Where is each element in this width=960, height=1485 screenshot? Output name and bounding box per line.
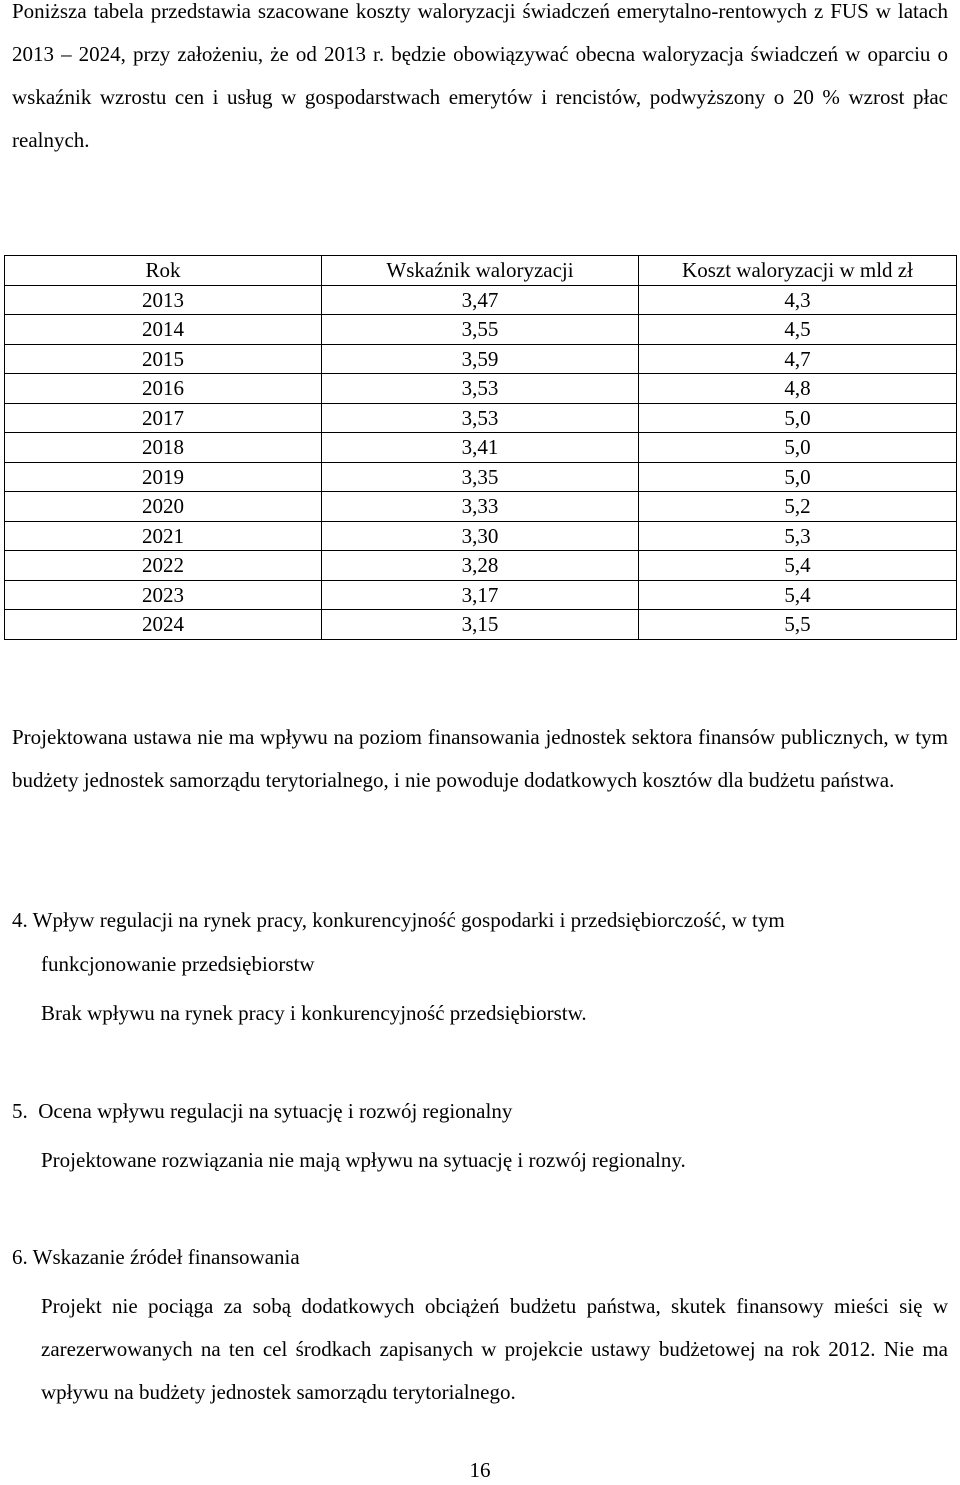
cell-cost: 4,8 xyxy=(639,374,957,404)
cell-index: 3,55 xyxy=(322,315,639,345)
cell-index: 3,28 xyxy=(322,551,639,581)
intro-paragraph: Poniższa tabela przedstawia szacowane koszty waloryzacji świadczeń emerytalno-rentowych z FUS w latach 2013 – 2024, przy założeniu, że od 2013 r. będzie obowiązywać obecna waloryzacja świadczeń w oparciu o wskaźnik wzrostu cen i usług w gospodarstwach emerytów i rencistów, podwyższony o 20 % wzrost płac realnych. xyxy=(12,0,948,152)
cell-year: 2014 xyxy=(5,315,322,345)
cell-year: 2017 xyxy=(5,403,322,433)
table-row xyxy=(5,344,957,374)
cell-index: 3,35 xyxy=(322,462,639,492)
cell-cost: 5,3 xyxy=(639,521,957,551)
section-4-number: 4. xyxy=(12,908,28,932)
cell-cost: 5,5 xyxy=(639,610,957,640)
cell-year: 2023 xyxy=(5,580,322,610)
page-number: 16 xyxy=(469,1458,491,1482)
section-4-title-line2: funkcjonowanie przedsiębiorstw xyxy=(41,952,315,976)
table-body xyxy=(5,285,957,639)
header-cost: Koszt waloryzacji w mld zł xyxy=(639,256,957,286)
section-4-heading xyxy=(12,899,948,942)
cell-index: 3,47 xyxy=(322,285,639,315)
cell-index: 3,59 xyxy=(322,344,639,374)
table-row xyxy=(5,403,957,433)
header-year: Rok xyxy=(5,256,322,286)
cell-cost: 5,0 xyxy=(639,403,957,433)
table-row xyxy=(5,433,957,463)
cell-year: 2020 xyxy=(5,492,322,522)
table-row xyxy=(5,610,957,640)
header-index: Wskaźnik waloryzacji xyxy=(322,256,639,286)
public-finance-paragraph: Projektowana ustawa nie ma wpływu na poziom finansowania jednostek sektora finansów publicznych, w tym budżety jednostek samorządu terytorialnego, i nie powoduje dodatkowych kosztów dla budżetu państwa. xyxy=(12,725,948,792)
cell-year: 2015 xyxy=(5,344,322,374)
table-row xyxy=(5,285,957,315)
cell-cost: 5,4 xyxy=(639,551,957,581)
cell-year: 2022 xyxy=(5,551,322,581)
cell-index: 3,41 xyxy=(322,433,639,463)
section-6-heading xyxy=(12,1236,948,1279)
cell-cost: 5,2 xyxy=(639,492,957,522)
table-row xyxy=(5,492,957,522)
table-row xyxy=(5,551,957,581)
cell-index: 3,30 xyxy=(322,521,639,551)
table-header-row xyxy=(5,256,957,286)
cell-cost: 4,7 xyxy=(639,344,957,374)
section-5-body: Projektowane rozwiązania nie mają wpływu na sytuację i rozwój regionalny. xyxy=(41,1148,686,1172)
cell-index: 3,53 xyxy=(322,403,639,433)
cell-index: 3,33 xyxy=(322,492,639,522)
cell-cost: 5,4 xyxy=(639,580,957,610)
cell-year: 2021 xyxy=(5,521,322,551)
section-5-heading xyxy=(12,1090,948,1133)
cell-year: 2016 xyxy=(5,374,322,404)
section-6-title: Wskazanie źródeł finansowania xyxy=(32,1245,300,1269)
cell-cost: 5,0 xyxy=(639,462,957,492)
cell-year: 2018 xyxy=(5,433,322,463)
section-5-number: 5. xyxy=(12,1099,28,1123)
cell-index: 3,53 xyxy=(322,374,639,404)
cell-year: 2019 xyxy=(5,462,322,492)
section-5-title: Ocena wpływu regulacji na sytuację i rozwój regionalny xyxy=(38,1099,513,1123)
table-row xyxy=(5,374,957,404)
table-row xyxy=(5,580,957,610)
cell-cost: 4,3 xyxy=(639,285,957,315)
cell-index: 3,17 xyxy=(322,580,639,610)
cell-cost: 5,0 xyxy=(639,433,957,463)
table-row xyxy=(5,315,957,345)
cell-year: 2013 xyxy=(5,285,322,315)
cell-year: 2024 xyxy=(5,610,322,640)
cell-index: 3,15 xyxy=(322,610,639,640)
table-row xyxy=(5,462,957,492)
section-4-title-line1: Wpływ regulacji na rynek pracy, konkurencyjność gospodarki i przedsiębiorczość, w tym xyxy=(32,908,785,932)
cell-cost: 4,5 xyxy=(639,315,957,345)
table-row xyxy=(5,521,957,551)
section-6-body: Projekt nie pociąga za sobą dodatkowych obciążeń budżetu państwa, skutek finansowy mieści się w zarezerwowanych na ten cel środkach zapisanych w projekcie ustawy budżetowej na rok 2012. Nie ma wpływu na budżety jednostek samorządu terytorialnego. xyxy=(41,1294,948,1404)
section-6-number: 6. xyxy=(12,1245,28,1269)
section-4-body: Brak wpływu na rynek pracy i konkurencyjność przedsiębiorstw. xyxy=(41,1001,587,1025)
valorization-cost-table xyxy=(4,255,957,640)
